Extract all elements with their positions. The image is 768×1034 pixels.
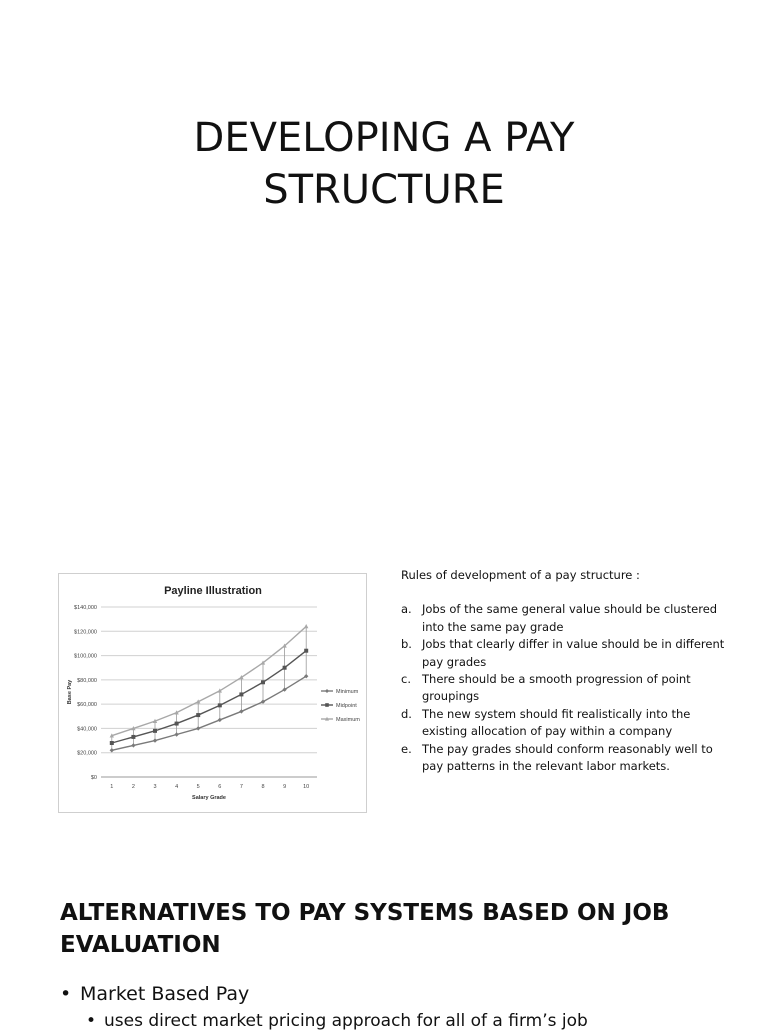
rule-item-b xyxy=(401,636,731,671)
y-tick-label: $60,000 xyxy=(77,702,97,709)
bullet-list xyxy=(60,980,760,1034)
data-point xyxy=(174,732,178,736)
legend-label: Minimum xyxy=(336,689,359,695)
rule-marker: c. xyxy=(401,672,411,687)
legend-label: Midpoint xyxy=(336,703,357,709)
sub-bullet-item: • uses direct market pricing approach for all of a firm’s job xyxy=(60,1008,760,1034)
x-tick-label: 9 xyxy=(283,784,287,790)
y-axis-label: Base Pay xyxy=(67,679,73,705)
rule-text: The pay grades should conform reasonably well to pay patterns in the relevant labor markets. xyxy=(422,741,713,774)
x-tick-label: 5 xyxy=(196,784,200,790)
legend-marker xyxy=(325,689,329,693)
y-tick-label: $100,000 xyxy=(74,653,97,660)
x-tick-label: 7 xyxy=(239,784,243,790)
data-point xyxy=(304,624,308,628)
data-point xyxy=(153,738,157,742)
data-point xyxy=(153,729,157,733)
series-line-minimum xyxy=(112,676,306,750)
data-point xyxy=(239,709,243,713)
data-point xyxy=(131,743,135,747)
data-point xyxy=(131,735,135,739)
x-tick-label: 6 xyxy=(218,784,222,790)
y-tick-label: $120,000 xyxy=(74,629,97,636)
data-point xyxy=(218,703,222,707)
legend-label: Maximum xyxy=(336,717,360,723)
slide-title xyxy=(0,112,768,216)
section-heading-line-2: EVALUATION xyxy=(60,932,221,958)
legend-marker xyxy=(325,703,329,707)
section-heading xyxy=(60,897,720,961)
rule-text: The new system should fit realistically into the existing allocation of pay within a company xyxy=(422,706,691,739)
rule-marker: e. xyxy=(401,741,412,756)
rule-marker: d. xyxy=(401,706,412,721)
data-point xyxy=(196,726,200,730)
x-axis-label: Salary Grade xyxy=(192,795,226,801)
x-tick-label: 10 xyxy=(303,784,310,790)
bullet-item-market-based-pay: • Market Based Pay xyxy=(60,980,760,1008)
rule-text: There should be a smooth progression of point groupings xyxy=(422,672,691,704)
slide-title-line-2: STRUCTURE xyxy=(263,167,505,213)
data-point xyxy=(304,649,308,653)
rule-text: Jobs of the same general value should be clustered into the same pay grade xyxy=(422,602,718,634)
section-heading-line-1: ALTERNATIVES TO PAY SYSTEMS BASED ON JOB xyxy=(60,900,670,926)
y-tick-label: $40,000 xyxy=(77,726,97,733)
rule-text: Jobs that clearly differ in value should be in different pay grades xyxy=(422,637,725,669)
rules-list xyxy=(401,601,731,775)
rule-item-c xyxy=(401,671,731,706)
slide-title-line-1: DEVELOPING A PAY xyxy=(193,115,575,161)
rule-item-a xyxy=(401,601,731,636)
data-point xyxy=(175,722,179,726)
data-point xyxy=(196,713,200,717)
x-tick-label: 1 xyxy=(110,784,114,790)
y-tick-label: $80,000 xyxy=(77,677,97,684)
data-point xyxy=(110,741,114,745)
x-tick-label: 3 xyxy=(153,784,157,790)
payline-chart xyxy=(58,573,367,813)
rules-heading: Rules of development of a pay structure : xyxy=(401,568,640,582)
y-tick-label: $0 xyxy=(90,775,97,781)
rule-marker: b. xyxy=(401,637,412,652)
data-point xyxy=(218,718,222,722)
y-tick-label: $140,000 xyxy=(74,605,97,611)
payline-chart-svg xyxy=(59,574,368,814)
x-tick-label: 8 xyxy=(261,784,265,790)
rule-marker: a. xyxy=(401,602,412,617)
data-point xyxy=(261,680,265,684)
rule-item-d xyxy=(401,706,731,741)
data-point xyxy=(110,748,114,752)
series-line-maximum xyxy=(112,626,306,735)
chart-title: Payline Illustration xyxy=(164,585,262,597)
rule-item-e xyxy=(401,741,731,776)
x-tick-label: 4 xyxy=(175,784,179,790)
data-point xyxy=(239,692,243,696)
x-tick-label: 2 xyxy=(131,784,135,790)
y-tick-label: $20,000 xyxy=(77,750,97,757)
rules-block xyxy=(401,567,731,775)
data-point xyxy=(283,666,287,670)
